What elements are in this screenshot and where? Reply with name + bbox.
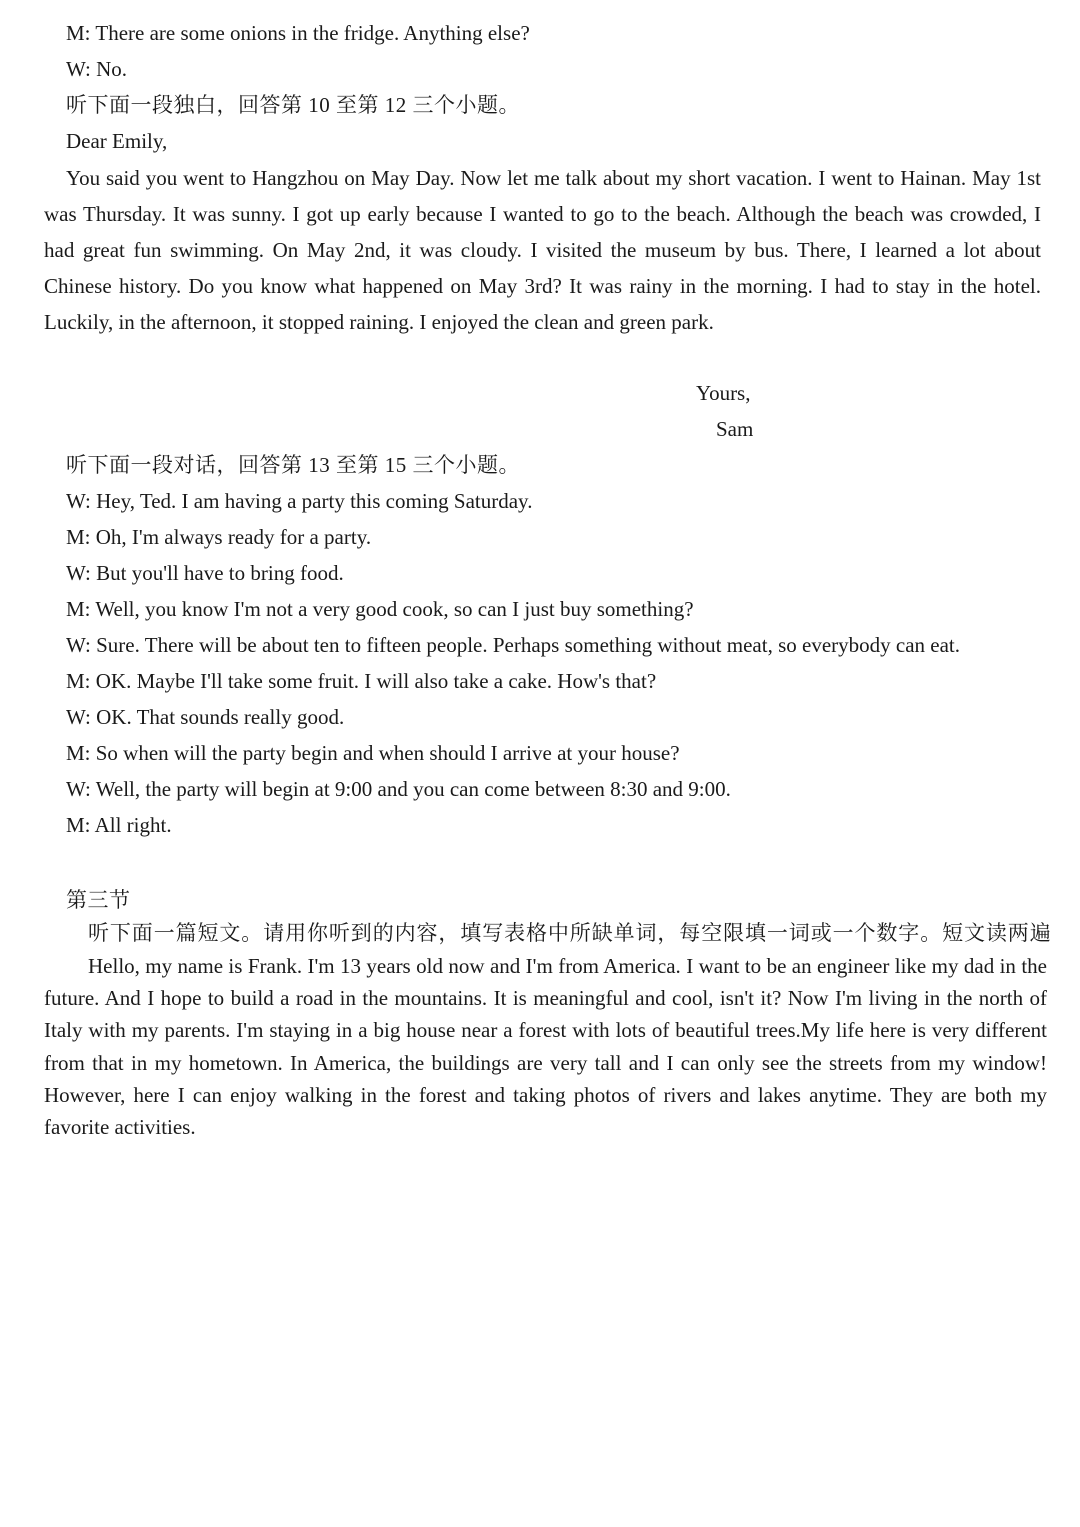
dialogue-line: W: Hey, Ted. I am having a party this coming Saturday. (66, 489, 533, 513)
letter-body: You said you went to Hangzhou on May Day. Now let me talk about my short vacation. I went to Hainan. May 1st was Thursday. It was sunny. I got up early because I wanted to go to the beach. Although the beach was crowded, I had great fun swimming. On May 2nd, it was cloudy. I visited the museum by bus. There, I learned a lot about Chinese history. Do you know what happened on May 3rd? It was rainy in the morning. I had to stay in the hotel. Luckily, in the afternoon, it stopped raining. I enjoyed the clean and green park. (44, 166, 1041, 334)
dialogue-line: M: Well, you know I'm not a very good cook, so can I just buy something? (66, 597, 694, 621)
section-instruction: 听下面一篇短文。请用你听到的内容，填写表格中所缺单词，每空限填一词或一个数字。短文读两遍 (88, 921, 1052, 945)
dialogue-line: W: Well, the party will begin at 9:00 and you can come between 8:30 and 9:00. (66, 777, 731, 801)
monologue-instruction: 听下面一段独白，回答第 10 至第 12 三个小题。 (66, 93, 520, 117)
dialogue-line: M: So when will the party begin and when should I arrive at your house? (66, 741, 680, 765)
letter-closing: Yours, (696, 381, 751, 405)
dialogue-line: W: OK. That sounds really good. (66, 705, 345, 729)
dialogue-line: M: Oh, I'm always ready for a party. (66, 525, 372, 549)
dialogue-line: W: No. (66, 57, 128, 81)
passage-text: Hello, my name is Frank. I'm 13 years old now and I'm from America. I want to be an engineer like my dad in the future. And I hope to build a road in the mountains. It is meaningful and cool, isn't it? Now I'm living in the north of Italy with my parents. I'm staying in a big house near a forest with lots of beautiful trees.My life here is very different from that in my hometown. In America, the buildings are very tall and I can only see the streets from my window! However, here I can enjoy walking in the forest and taking photos of rivers and lakes anytime. They are both my favorite activities. (44, 954, 1047, 1140)
section-heading: 第三节 (66, 888, 131, 912)
letter-signature: Sam (716, 417, 754, 441)
dialogue-line: W: But you'll have to bring food. (66, 561, 344, 585)
letter-greeting: Dear Emily, (66, 129, 168, 153)
dialogue-instruction: 听下面一段对话，回答第 13 至第 15 三个小题。 (66, 453, 520, 477)
dialogue-line: M: All right. (66, 813, 172, 837)
dialogue-line: W: Sure. There will be about ten to fifteen people. Perhaps something without meat, so everybody can eat. (66, 633, 960, 657)
dialogue-line: M: There are some onions in the fridge. Anything else? (66, 21, 530, 45)
dialogue-line: M: OK. Maybe I'll take some fruit. I will also take a cake. How's that? (66, 669, 657, 693)
